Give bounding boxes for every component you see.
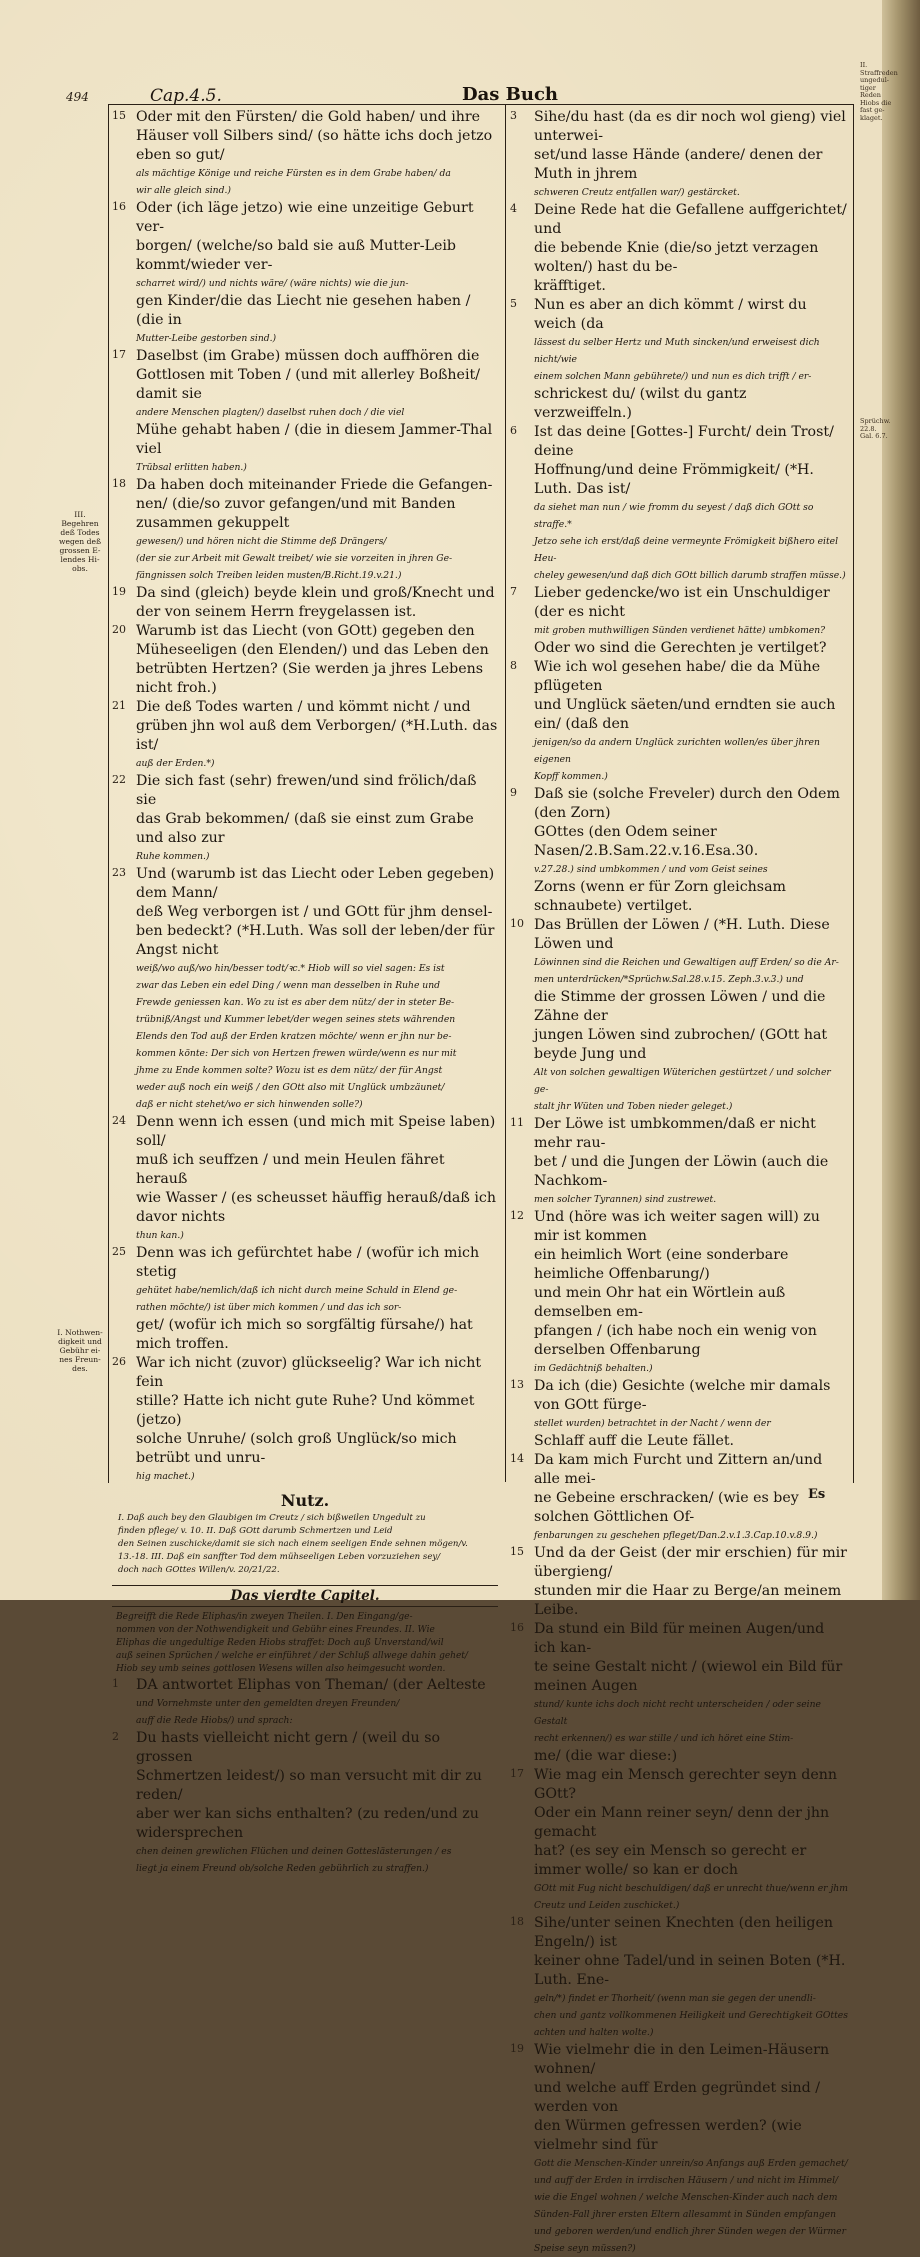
verse-number: 16 [510, 1621, 524, 1634]
verse-number: 8 [510, 659, 517, 672]
catchword: Es [808, 1487, 826, 1502]
verse-block [510, 916, 848, 1115]
verse-number: 4 [510, 202, 517, 215]
verse-line: men unterdrücken/*Sprüchw.Sal.28.v.15. Zeph.3.v.3.) und [534, 974, 804, 985]
verse-line: weiß/wo auß/wo hin/besser todt/ꝛc.* Hiob will so viel sagen: Es ist [136, 963, 445, 974]
verse-block [510, 658, 848, 785]
verse-line: auß der Erden.*) [136, 758, 215, 769]
verse-line: schrickest du/ (wilst du gantz verzweiffeln.) [534, 386, 747, 421]
verse-line: wie die Engel wohnen / welche Menschen-Kinder auch nach dem [534, 2192, 838, 2203]
verse-line: Alt von solchen gewaltigen Wüterichen gestürtzet / und solcher ge- [534, 1067, 831, 1095]
verse-line: Frewde geniessen kan. Wo zu ist es aber dem nütz/ der in steter Be- [136, 997, 455, 1008]
page-number: 494 [66, 90, 89, 104]
verse-line: chen und gantz vollkommenen Heiligkeit und Gerechtigkeit GOttes [534, 2010, 848, 2021]
verse-line: gen Kinder/die das Liecht nie gesehen haben / (die in [136, 293, 471, 328]
verse-number: 25 [112, 1245, 126, 1258]
verse-number: 10 [510, 917, 524, 930]
verse-line: Wie vielmehr die in den Leimen-Häusern wohnen/ [534, 2042, 830, 2077]
verse-block [112, 772, 498, 865]
verse-line: Sünden-Fall jhrer ersten Eltern allesammt in Sünden empfangen [534, 2209, 837, 2220]
column-divider [505, 104, 506, 1482]
verse-block [112, 865, 498, 1113]
verse-line: nen/ (die/so zuvor gefangen/und mit Banden zusammen gekuppelt [136, 496, 456, 531]
verse-line: gewesen/) und hören nicht die Stimme deß Drängers/ [136, 536, 387, 547]
verse-line: v.27.28.) sind umbkommen / und vom Geist seines [534, 864, 768, 875]
verse-line: fängnissen solch Treiben leiden musten/B.Richt.19.v.21.) [136, 570, 402, 581]
verse-block [510, 785, 848, 916]
verse-line: stunden mir die Haar zu Berge/an meinem Leibe. [534, 1583, 842, 1618]
verse-block [112, 1113, 498, 1244]
nutz-line: I. Daß auch bey den Glaubigen im Creutz / sich bißweilen Ungedult zu [118, 1513, 426, 1523]
verse-number: 1 [112, 1677, 119, 1690]
verse-line: Schlaff auff die Leute fället. [534, 1433, 735, 1449]
verse-line: Und da der Geist (der mir erschien) für mir übergieng/ [534, 1545, 847, 1580]
verse-line: fenbarungen zu geschehen pfleget/Dan.2.v.1.3.Cap.10.v.8.9.) [534, 1530, 818, 1541]
verse-number: 3 [510, 109, 517, 122]
verse-block [112, 1676, 498, 1729]
verse-line: Da haben doch miteinander Friede die Gefangen- [136, 477, 493, 493]
verse-line: thun kan.) [136, 1230, 184, 1241]
verse-line: stellet wurden) betrachtet in der Nacht / wenn der [534, 1418, 771, 1429]
verse-line: GOtt mit Fug nicht beschuldigen/ daß er unrecht thue/wenn er jhm [534, 1883, 848, 1894]
verse-line: da siehet man nun / wie fromm du seyest / daß dich GOtt so straffe.* [534, 502, 814, 530]
verse-line: Ist das deine [Gottes-] Furcht/ dein Trost/ deine [534, 424, 834, 459]
verse-number: 26 [112, 1355, 126, 1368]
verse-line: Daß sie (solche Freveler) durch den Odem (den Zorn) [534, 786, 840, 821]
verse-block [510, 1620, 848, 1766]
verse-line: Denn wenn ich essen (und mich mit Speise laben) soll/ [136, 1114, 496, 1149]
verse-line: get/ (wofür ich mich so sorgfältig fürsahe/) hat mich troffen. [136, 1317, 473, 1352]
chapter-summary-line: Hiob sey umb seines gottlosen Wesens willen also heimgesucht worden. [116, 1664, 446, 1674]
verse-block [112, 108, 498, 199]
verse-line: Und (warumb ist das Liecht oder Leben gegeben) dem Mann/ [136, 866, 495, 901]
verse-line: grüben jhn wol auß dem Verborgen/ (*H.Luth. das ist/ [136, 718, 498, 753]
chapter-summary-line: Eliphas die ungedultige Reden Hiobs straffet: Doch auß Unverstand/wil [116, 1638, 444, 1648]
verse-line: ein heimlich Wort (eine sonderbare heimliche Offenbarung/) [534, 1247, 789, 1282]
verse-line: Denn was ich gefürchtet habe / (wofür ich mich stetig [136, 1245, 480, 1280]
verse-line: Oder wo sind die Gerechten je vertilget? [534, 640, 827, 656]
verse-line: rathen möchte/) ist über mich kommen / und das ich sor- [136, 1302, 402, 1313]
verse-line: Der Löwe ist umbkommen/daß er nicht mehr rau- [534, 1116, 816, 1151]
verse-line: die Stimme der grossen Löwen / und die Zähne der [534, 989, 826, 1024]
verse-line: Lieber gedencke/wo ist ein Unschuldiger (der es nicht [534, 585, 830, 620]
chapter-summary-line: Begreifft die Rede Eliphas/in zweyen Theilen. I. Den Eingang/ge- [116, 1612, 413, 1622]
verse-line: geln/*) findet er Thorheit/ (wenn man sie gegen der unendli- [534, 1993, 816, 2004]
verse-block [510, 1914, 848, 2041]
verse-line: Jetzo sehe ich erst/daß deine vermeynte Frömigkeit bißhero eitel Heu- [534, 536, 839, 564]
margin-note-left-2: I. Nothwen- digkeit und Gebühr ei- nes Freun- des. [57, 1328, 103, 1373]
verse-block [112, 199, 498, 347]
verse-line: die bebende Knie (die/so jetzt verzagen wolten/) hast du be- [534, 240, 819, 275]
verse-block [112, 1729, 498, 1877]
verse-block [510, 201, 848, 296]
verse-line: weder auß noch ein weiß / den GOtt also mit Unglück umbzäunet/ [136, 1082, 445, 1093]
verse-line: das Grab bekommen/ (daß sie einst zum Grabe und also zur [136, 811, 474, 846]
margin-note-right-1: II. Straffreden ungedul- tiger Reden Hiobs die fast ge- klaget. [860, 61, 898, 122]
verse-line: Sihe/unter seinen Knechten (den heiligen Engeln/) ist [534, 1915, 834, 1950]
verse-number: 17 [510, 1767, 524, 1780]
verse-line: und auff der Erden in irrdischen Häusern / und nicht im Himmel/ [534, 2175, 839, 2186]
verse-number: 18 [112, 477, 126, 490]
verse-number: 13 [510, 1378, 524, 1391]
page-gutter-edge [882, 0, 920, 1600]
verse-line: War ich nicht (zuvor) glückseelig? War ich nicht fein [136, 1355, 482, 1390]
verse-line: Mühe gehabt haben / (die in diesem Jammer-Thal viel [136, 422, 493, 457]
chapter-reference: Cap.4.5. [150, 86, 222, 106]
verse-line: stalt jhr Wüten und Toben nieder geleget.) [534, 1101, 733, 1112]
verse-line: Trübsal erlitten haben.) [136, 462, 247, 473]
verse-line: Die deß Todes warten / und kömmt nicht / und [136, 699, 471, 715]
verse-block [510, 2041, 848, 2257]
verse-line: den Würmen gefressen werden? (wie vielmehr sind für [534, 2118, 802, 2153]
verse-line: GOttes (den Odem seiner Nasen/2.B.Sam.22.v.16.Esa.30. [534, 824, 759, 859]
verse-block [510, 1451, 848, 1544]
verse-line: Deine Rede hat die Gefallene auffgerichtet/ und [534, 202, 847, 237]
verse-number: 18 [510, 1915, 524, 1928]
verse-block [510, 1115, 848, 1208]
verse-line: deß Weg verborgen ist / und GOtt für jhm densel- [136, 904, 493, 920]
verse-block [510, 423, 848, 584]
verse-line: stund/ kunte ichs doch nicht recht unterscheiden / oder seine Gestalt [534, 1699, 821, 1727]
verse-number: 19 [112, 585, 126, 598]
verse-line: recht erkennen/) es war stille / und ich höret eine Stim- [534, 1733, 794, 1744]
verse-number: 21 [112, 699, 126, 712]
verse-line: bet / und die Jungen der Löwin (auch die Nachkom- [534, 1154, 829, 1189]
verse-number: 23 [112, 866, 126, 879]
left-column [112, 108, 498, 1874]
verse-line: aber wer kan sichs enthalten? (zu reden/und zu widersprechen [136, 1806, 479, 1841]
verse-line: scharret wird/) und nichts wäre/ (wäre nichts) wie die jun- [136, 278, 409, 289]
verse-line: liegt ja einem Freund ob/solche Reden gebührlich zu straffen.) [136, 1863, 429, 1874]
verse-line: Häuser voll Silbers sind/ (so hätte ichs doch jetzo eben so gut/ [136, 128, 493, 163]
verse-line: Wie ich wol gesehen habe/ die da Mühe pflügeten [534, 659, 821, 694]
verse-line: und Vornehmste unter den gemeldten dreyen Freunden/ [136, 1698, 400, 1709]
verse-number: 19 [510, 2042, 524, 2055]
verse-line: Müheseeligen (den Elenden/) und das Leben den [136, 642, 489, 658]
verse-line: Sihe/du hast (da es dir noch wol gieng) viel unterwei- [534, 109, 846, 144]
verse-line: Die sich fast (sehr) frewen/und sind frölich/daß sie [136, 773, 477, 808]
verse-line: jhme zu Ende kommen solte? Wozu ist es dem nütz/ der für Angst [136, 1065, 443, 1076]
verse-line: cheley gewesen/und daß dich GOtt billich darumb straffen müsse.) [534, 570, 846, 581]
verse-line: jungen Löwen sind zubrochen/ (GOtt hat beyde Jung und [534, 1027, 828, 1062]
verse-line: schweren Creutz entfallen war/) gestärcket. [534, 187, 740, 198]
verse-number: 15 [112, 109, 126, 122]
verse-line: men solcher Tyrannen) sind zustrewet. [534, 1194, 717, 1205]
verse-line: wir alle gleich sind.) [136, 185, 231, 196]
verse-number: 17 [112, 348, 126, 361]
verse-line: wie Wasser / (es scheusset häuffig herauß/daß ich davor nichts [136, 1190, 496, 1225]
margin-note-right-2: Sprüchw. 22.8. Gal. 6.7. [860, 417, 891, 440]
verse-line: und Unglück säeten/und erndten sie auch ein/ (daß den [534, 697, 836, 732]
verse-block [112, 622, 498, 698]
verse-line: Elends den Tod auß der Erden kratzen möchte/ wenn er jhn nur be- [136, 1031, 452, 1042]
verse-line: Schmertzen leidest/) so man versucht mit dir zu reden/ [136, 1768, 482, 1803]
verse-line: einem solchen Mann gebührete/) und nun es dich trifft / er- [534, 371, 812, 382]
right-column [510, 108, 848, 2254]
verse-line: Wie mag ein Mensch gerechter seyn denn GOtt? [534, 1767, 838, 1802]
verse-line: gehütet habe/nemlich/daß ich nicht durch meine Schuld in Elend ge- [136, 1285, 458, 1296]
verse-line: Das Brüllen der Löwen / (*H. Luth. Diese Löwen und [534, 917, 830, 952]
margin-note-left-1: III. Begehren deß Todes wegen deß grossen E- lendes Hi- obs. [58, 510, 102, 573]
verse-line: der von seinem Herrn freygelassen ist. [136, 604, 417, 620]
verse-number: 20 [112, 623, 126, 636]
verse-line: (der sie zur Arbeit mit Gewalt treibet/ wie sie vorzeiten in jhren Ge- [136, 553, 453, 564]
verse-number: 14 [510, 1452, 524, 1465]
verse-block [510, 1766, 848, 1914]
verse-line: lässest du selber Hertz und Muth sincken/und erweisest dich nicht/wie [534, 337, 820, 365]
verse-line: ben bedeckt? (*H.Luth. Was soll der leben/der für Angst nicht [136, 923, 495, 958]
verse-number: 16 [112, 200, 126, 213]
verse-line: Oder ein Mann reiner seyn/ denn der jhn gemacht [534, 1805, 830, 1840]
verse-line: Zorns (wenn er für Zorn gleichsam schnaubete) vertilget. [534, 879, 786, 914]
verse-line: Da stund ein Bild für meinen Augen/und ich kan- [534, 1621, 825, 1656]
chapter-summary-line: nommen von der Nothwendigkeit und Gebühr eines Freundes. II. Wie [116, 1625, 435, 1635]
verse-block [112, 1354, 498, 1485]
nutz-line: finden pflege/ v. 10. II. Daß GOtt darumb Schmertzen und Leid [118, 1526, 393, 1536]
verse-block [510, 1208, 848, 1377]
verse-block [112, 1244, 498, 1354]
verse-block [510, 108, 848, 201]
verse-line: Da kam mich Furcht und Zittern an/und alle mei- [534, 1452, 823, 1487]
chapter-summary-line: auß seinen Sprüchen / welche er einführet / der Schluß allwege dahin gehet/ [116, 1651, 468, 1661]
verse-block [510, 296, 848, 423]
verse-line: set/und lasse Hände (andere/ denen der Muth in jhrem [534, 147, 823, 182]
verse-line: Speise seyn müssen?) [534, 2243, 636, 2254]
verse-line: Nun es aber an dich kömmt / wirst du weich (da [534, 297, 807, 332]
nutz-line: doch nach GOttes Willen/v. 20/21/22. [118, 1565, 280, 1575]
verse-line: hig machet.) [136, 1471, 195, 1482]
verse-line: und welche auff Erden gegründet sind / werden von [534, 2080, 821, 2115]
verse-line: im Gedächtniß behalten.) [534, 1363, 653, 1374]
verse-line: solche Unruhe/ (solch groß Unglück/so mich betrübt und unru- [136, 1431, 457, 1466]
verse-line: ne Gebeine erschracken/ (wie es bey solchen Göttlichen Of- [534, 1490, 799, 1525]
verse-block [510, 1544, 848, 1620]
verse-line: Creutz und Leiden zuschicket.) [534, 1900, 680, 1911]
verse-line: und mein Ohr hat ein Wörtlein auß demselben em- [534, 1285, 786, 1320]
verse-block [112, 698, 498, 772]
nutz-heading: Nutz. [280, 1491, 330, 1510]
verse-line: Gottlosen mit Toben / (und mit allerley Boßheit/ damit sie [136, 367, 480, 402]
verse-line: hat? (es sey ein Mensch so gerecht er immer wolle/ so kan er doch [534, 1843, 807, 1878]
verse-line: zwar das Leben ein edel Ding / wenn man desselben in Ruhe und [136, 980, 441, 991]
verse-block [510, 584, 848, 658]
verse-line: jenigen/so da andern Unglück zurichten wollen/es über jhren eigenen [534, 737, 820, 765]
verse-line: betrübten Hertzen? (Sie werden ja jhres Lebens nicht froh.) [136, 661, 484, 696]
verse-line: Da ich (die) Gesichte (welche mir damals von GOtt fürge- [534, 1378, 831, 1413]
verse-number: 9 [510, 786, 517, 799]
verse-block [112, 584, 498, 622]
verse-line: andere Menschen plagten/) daselbst ruhen doch / die viel [136, 407, 405, 418]
verse-number: 11 [510, 1116, 524, 1129]
verse-number: 15 [510, 1545, 524, 1558]
verse-line: pfangen / (ich habe noch ein wenig von derselben Offenbarung [534, 1323, 817, 1358]
chapter-heading: Das vierdte Capitel. [112, 1585, 498, 1607]
verse-number: 12 [510, 1209, 524, 1222]
verse-line: Daselbst (im Grabe) müssen doch auffhören die [136, 348, 480, 364]
verse-line: te seine Gestalt nicht / (wiewol ein Bild für meinen Augen [534, 1659, 843, 1694]
verse-line: achten und halten wolte.) [534, 2027, 654, 2038]
verse-number: 6 [510, 424, 517, 437]
verse-line: Ruhe kommen.) [136, 851, 210, 862]
verse-line: muß ich seuffzen / und mein Heulen fähret herauß [136, 1152, 445, 1187]
verse-line: daß er nicht stehet/wo er sich hinwenden solle?) [136, 1099, 363, 1110]
verse-line: keiner ohne Tadel/und in seinen Boten (*H. Luth. Ene- [534, 1953, 846, 1988]
verse-line: Oder (ich läge jetzo) wie eine unzeitige Geburt ver- [136, 200, 474, 235]
verse-line: Gott die Menschen-Kinder unrein/so Anfangs auß Erden gemachet/ [534, 2158, 848, 2169]
verse-line: stille? Hatte ich nicht gute Ruhe? Und kömmet (jetzo) [136, 1393, 475, 1428]
verse-number: 5 [510, 297, 517, 310]
running-title: Das Buch [462, 84, 559, 105]
verse-line: trübniß/Angst und Kummer lebet/der wegen seines stets währenden [136, 1014, 456, 1025]
verse-block [112, 476, 498, 584]
verse-line: auff die Rede Hiobs/) und sprach: [136, 1715, 293, 1726]
verse-line: Du hasts vielleicht nicht gern / (weil du so grossen [136, 1730, 441, 1765]
verse-line: als mächtige Könige und reiche Fürsten es in dem Grabe haben/ da [136, 168, 451, 179]
verse-line: Löwinnen sind die Reichen und Gewaltigen auff Erden/ so die Ar- [534, 957, 839, 968]
verse-line: Hoffnung/und deine Frömmigkeit/ (*H. Luth. Das ist/ [534, 462, 814, 497]
verse-line: DA antwortet Eliphas von Theman/ (der Aelteste [136, 1677, 486, 1693]
verse-line: Oder mit den Fürsten/ die Gold haben/ und ihre [136, 109, 481, 125]
verse-line: borgen/ (welche/so bald sie auß Mutter-Leib kommt/wieder ver- [136, 238, 456, 273]
verse-line: Mutter-Leibe gestorben sind.) [136, 333, 277, 344]
verse-number: 24 [112, 1114, 126, 1127]
verse-line: me/ (die war diese:) [534, 1748, 678, 1764]
verse-number: 7 [510, 585, 517, 598]
verse-line: kommen könte: Der sich von Hertzen frewen würde/wenn es nur mit [136, 1048, 457, 1059]
verse-block [510, 1377, 848, 1451]
verse-number: 22 [112, 773, 126, 786]
nutz-line: den Seinen zuschicke/damit sie sich nach einem seeligen Ende sehnen mögen/v. [118, 1539, 468, 1549]
verse-block [112, 347, 498, 476]
verse-number: 2 [112, 1730, 119, 1743]
verse-line: Warumb ist das Liecht (von GOtt) gegeben den [136, 623, 475, 639]
verse-line: und geboren werden/und endlich jhrer Sünden wegen der Würmer [534, 2226, 846, 2237]
verse-line: mit groben muthwilligen Sünden verdienet hätte) umbkomen? [534, 625, 826, 636]
verse-line: Da sind (gleich) beyde klein und groß/Knecht und [136, 585, 495, 601]
nutz-line: 13.-18. III. Daß ein sanffter Tod dem mühseeligen Leben vorzuziehen sey/ [118, 1552, 441, 1562]
verse-line: chen deinen grewlichen Flüchen und deinen Gotteslästerungen / es [136, 1846, 452, 1857]
verse-line: kräfftiget. [534, 278, 606, 294]
verse-line: Und (höre was ich weiter sagen will) zu mir ist kommen [534, 1209, 820, 1244]
verse-line: Kopff kommen.) [534, 771, 608, 782]
